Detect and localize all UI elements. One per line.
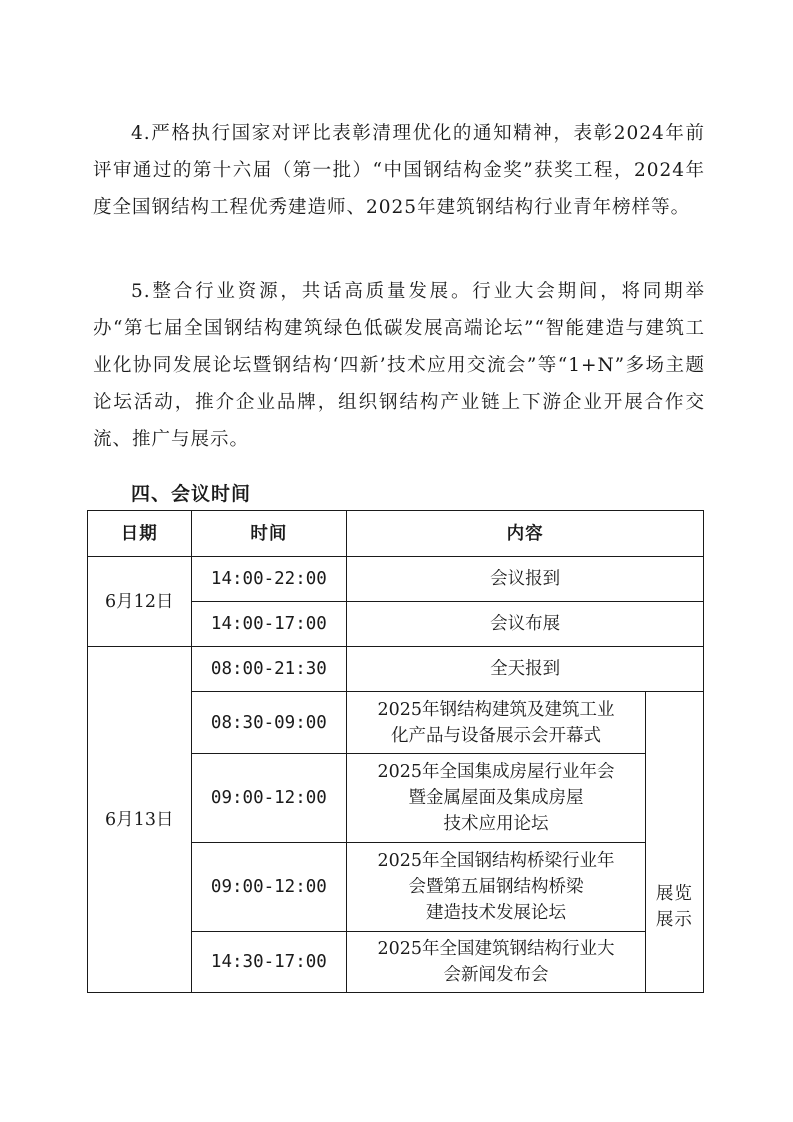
time-cell: 09:00-12:00 [191, 754, 347, 843]
paragraph-item-4: 4.严格执行国家对评比表彰清理优化的通知精神，表彰2024年前评审通过的第十六届（第一批）“中国钢结构金奖”获奖工程，2024年度全国钢结构工程优秀建造师、2025年建筑钢结构行业青年榜样等。 [93, 123, 705, 218]
exhibition-side-cell [645, 692, 703, 993]
content-cell: 会议布展 [347, 602, 704, 647]
section-heading: 四、会议时间 [131, 483, 252, 505]
content-line: 会新闻发布会 [443, 965, 549, 985]
side-line: 展览 [655, 884, 693, 904]
time-cell: 14:00-22:00 [191, 557, 347, 602]
content-line: 2025年钢结构建筑及建筑工业 [377, 699, 615, 720]
content-cell [347, 692, 645, 754]
header-time: 时间 [191, 511, 347, 557]
table-row [88, 647, 704, 692]
date-cell-day1: 6月12日 [88, 557, 192, 647]
content-line: 化产品与设备展示会开幕式 [390, 725, 601, 746]
header-date: 日期 [88, 511, 192, 557]
content-line: 会暨第五届钢结构桥梁 [408, 877, 584, 897]
content-line: 暨金属屋面及集成房屋 [408, 788, 584, 808]
content-cell [347, 932, 645, 993]
time-cell: 08:30-09:00 [191, 692, 347, 754]
content-cell [347, 754, 645, 843]
table-row [88, 557, 704, 602]
content-line: 2025年全国集成房屋行业年会 [377, 762, 615, 782]
content-line: 技术应用论坛 [443, 814, 549, 834]
table-header-row [88, 511, 704, 557]
content-line: 2025年全国钢结构桥梁行业年 [377, 851, 615, 871]
content-cell: 会议报到 [347, 557, 704, 602]
time-cell: 14:00-17:00 [191, 602, 347, 647]
time-cell: 08:00-21:30 [191, 647, 347, 692]
date-cell-day2: 6月13日 [88, 647, 192, 993]
side-line: 展示 [655, 910, 693, 930]
paragraph-item-5: 5.整合行业资源，共话高质量发展。行业大会期间，将同期举办“第七届全国钢结构建筑绿色低碳发展高端论坛”“智能建造与建筑工业化协同发展论坛暨钢结构‘四新’技术应用交流会”等“1+N”多场主题论坛活动，推介企业品牌，组织钢结构产业链上下游企业开展合作交流、推广与展示。 [93, 281, 705, 450]
header-content: 内容 [347, 511, 704, 557]
time-cell: 09:00-12:00 [191, 843, 347, 932]
content-line: 2025年全国建筑钢结构行业大 [377, 939, 615, 959]
content-line: 建造技术发展论坛 [425, 903, 566, 923]
schedule-table [87, 510, 704, 993]
content-cell: 全天报到 [347, 647, 704, 692]
time-cell: 14:30-17:00 [191, 932, 347, 993]
content-cell [347, 843, 645, 932]
